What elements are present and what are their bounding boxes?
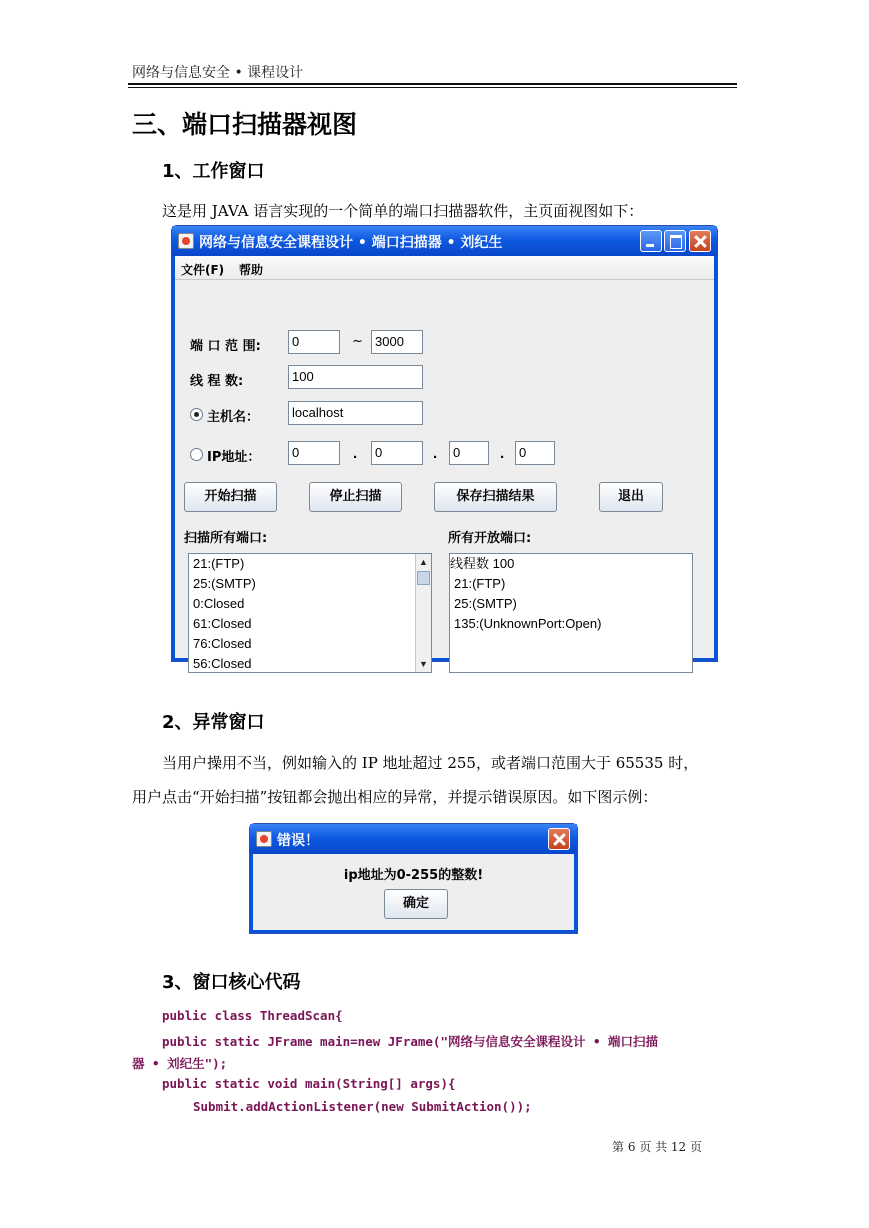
error-paragraph-line-2: 用户点击“开始扫描”按钮都会抛出相应的异常，并提示错误原因。如下图示例： [132, 788, 658, 806]
minimize-icon[interactable] [640, 230, 662, 252]
dialog-titlebar [250, 824, 577, 854]
all-ports-list[interactable] [188, 553, 432, 673]
range-tilde: ~ [352, 334, 363, 349]
port-scanner-window [171, 225, 718, 671]
menu-help[interactable]: 帮助 [239, 263, 264, 277]
threads-label: 线 程 数: [190, 374, 244, 389]
window-body [175, 256, 714, 671]
ip-octet-3[interactable]: 0 [449, 441, 489, 465]
java-app-icon [256, 831, 272, 847]
exit-button[interactable]: 退出 [599, 482, 663, 512]
ip-label: IP地址： [207, 450, 261, 465]
close-icon[interactable] [548, 828, 570, 850]
dialog-title: 错误！ [277, 833, 319, 849]
ok-button[interactable]: 确定 [384, 889, 448, 919]
stop-scan-button[interactable]: 停止扫描 [309, 482, 402, 512]
page-footer: 第 6 页 共 12 页 [612, 1140, 702, 1154]
scroll-thumb[interactable] [417, 571, 430, 585]
ip-dot: . [353, 445, 358, 462]
ip-octet-4[interactable]: 0 [515, 441, 555, 465]
ip-radio[interactable] [190, 448, 203, 461]
running-header: 网络与信息安全 • 课程设计 [132, 65, 304, 81]
scroll-up-icon[interactable]: ▲ [419, 557, 428, 567]
header-rule-thin [128, 87, 737, 88]
ip-dot: . [433, 445, 438, 462]
header-rule-thick [128, 83, 737, 85]
list-item[interactable]: 0:Closed [193, 596, 245, 611]
ip-octet-2[interactable]: 0 [371, 441, 423, 465]
window-title: 网络与信息安全课程设计 • 端口扫描器 • 刘纪生 [199, 235, 503, 251]
list-item[interactable]: 21:(FTP) [193, 556, 245, 571]
hostname-label: 主机名： [207, 410, 260, 425]
menu-bar [175, 256, 714, 280]
menu-file[interactable]: 文件(F) [181, 263, 225, 277]
list-item[interactable]: 25:(SMTP) [454, 596, 517, 611]
ip-dot: . [500, 445, 505, 462]
code-line: 器 • 刘纪生"); [132, 1056, 228, 1071]
maximize-icon[interactable] [664, 230, 686, 252]
hostname-field[interactable]: localhost [288, 401, 423, 425]
vertical-scrollbar[interactable] [415, 554, 431, 672]
section-title: 三、端口扫描器视图 [132, 110, 358, 139]
hostname-radio[interactable] [190, 408, 203, 421]
subsection-title-1: 1、工作窗口 [162, 161, 265, 182]
list-item[interactable]: 25:(SMTP) [193, 576, 256, 591]
error-message: ip地址为0-255的整数! [343, 868, 484, 883]
all-ports-label: 扫描所有端口: [184, 531, 268, 546]
threads-field[interactable]: 100 [288, 365, 423, 389]
window-titlebar [172, 226, 717, 256]
save-results-button[interactable]: 保存扫描结果 [434, 482, 557, 512]
open-ports-list[interactable] [449, 553, 693, 673]
error-paragraph-line-1: 当用户操用不当，例如输入的 IP 地址超过 255，或者端口范围大于 65535 时， [162, 754, 699, 772]
list-item[interactable]: 135:(UnknownPort:Open) [454, 616, 602, 631]
subsection-title-3: 3、窗口核心代码 [162, 972, 301, 993]
code-line: public class ThreadScan{ [162, 1008, 343, 1023]
java-app-icon [178, 233, 194, 249]
list-item[interactable]: 61:Closed [193, 616, 252, 631]
open-ports-label: 所有开放端口: [448, 531, 532, 546]
start-scan-button[interactable]: 开始扫描 [184, 482, 277, 512]
port-range-label: 端 口 范 围: [190, 339, 261, 354]
intro-paragraph: 这是用 JAVA 语言实现的一个简单的端口扫描器软件，主页面视图如下： [162, 202, 644, 220]
code-line: public static void main(String[] args){ [162, 1076, 456, 1091]
list-item[interactable]: 21:(FTP) [454, 576, 506, 591]
port-to-field[interactable]: 3000 [371, 330, 423, 354]
list-item[interactable]: 线程数 100 [450, 556, 515, 571]
subsection-title-2: 2、异常窗口 [162, 712, 265, 733]
code-line: public static JFrame main=new JFrame("网络与信息安全课程设计 • 端口扫描 [162, 1034, 659, 1049]
code-line: Submit.addActionListener(new SubmitAction()); [193, 1099, 532, 1114]
ip-octet-1[interactable]: 0 [288, 441, 340, 465]
list-item[interactable]: 56:Closed [193, 656, 252, 671]
scroll-down-icon[interactable]: ▼ [419, 659, 428, 669]
port-from-field[interactable]: 0 [288, 330, 340, 354]
error-dialog [249, 823, 578, 934]
close-icon[interactable] [689, 230, 711, 252]
dialog-body [253, 854, 574, 930]
list-item[interactable]: 76:Closed [193, 636, 252, 651]
